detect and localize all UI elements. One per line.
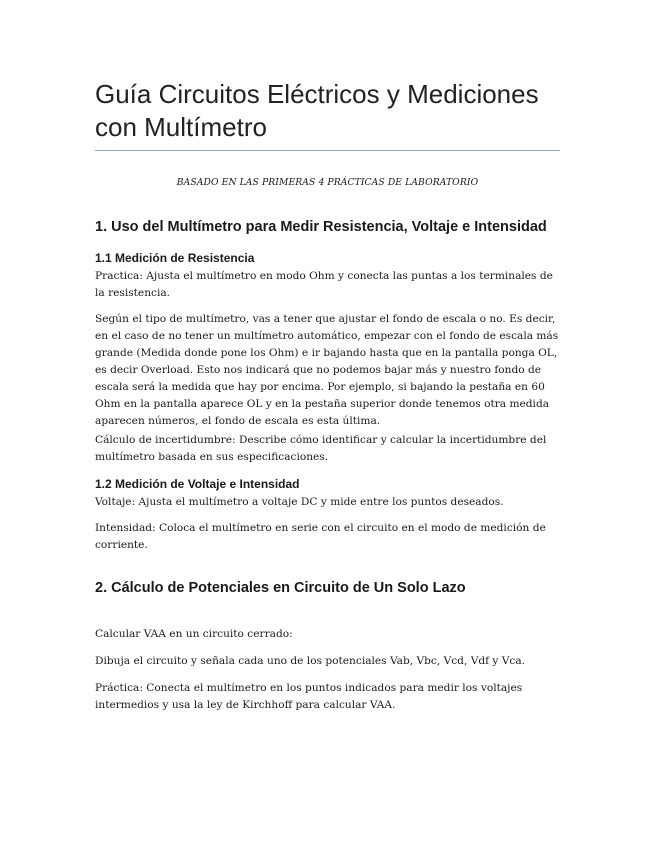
paragraph-voltaje: Voltaje: Ajusta el multímetro a voltaje DC y mide entre los puntos deseados. [95,496,504,508]
section-1-heading: 1. Uso del Multímetro para Medir Resistencia, Voltaje e Intensidad [95,219,547,235]
document-subtitle: BASADO EN LAS PRIMERAS 4 PRÁCTICAS DE LABORATORIO [176,177,479,188]
document-title: Guía Circuitos Eléctricos y Mediciones con Multímetro [95,79,539,142]
subsection-1-2-heading: 1.2 Medición de Voltaje e Intensidad [95,477,300,491]
paragraph-fondo-escala: Según el tipo de multímetro, vas a tener que ajustar el fondo de escala o no. Es decir, en el caso de no tener un multímetro automático, empezar con el fondo de escala más grande (Medida donde pone los Ohm) e ir bajando hasta que en la pantalla ponga OL, es decir Overload. Esto nos indicará que no podemos bajar más y nuestro fondo de escala será la medida que hay por encima. Por ejemplo, si bajando la pestaña en 60 Ohm en la pantalla aparece OL y en la pestaña superior donde tenemos otra medida aparecen números, el fondo de escala es esta última. [95,313,559,427]
paragraph-calcular-vaa: Calcular VAA en un circuito cerrado: [95,628,293,640]
paragraph-practica-resistencia: Practica: Ajusta el multímetro en modo Ohm y conecta las puntas a los terminales de la resistencia. [95,270,553,299]
section-2-heading: 2. Cálculo de Potenciales en Circuito de Un Solo Lazo [95,580,466,596]
title-divider [95,150,560,151]
paragraph-dibuja-circuito: Dibuja el circuito y señala cada uno de los potenciales Vab, Vbc, Vcd, Vdf y Vca. [95,655,526,667]
paragraph-intensidad: Intensidad: Coloca el multímetro en serie con el circuito en el modo de medición de corriente. [95,522,546,551]
subsection-1-1-heading: 1.1 Medición de Resistencia [95,251,255,265]
paragraph-practica-kirchhoff: Práctica: Conecta el multímetro en los puntos indicados para medir los voltajes intermedios y usa la ley de Kirchhoff para calcular VAA. [95,682,523,711]
paragraph-incertidumbre: Cálculo de incertidumbre: Describe cómo identificar y calcular la incertidumbre del multímetro basada en sus especificaciones. [95,434,547,463]
